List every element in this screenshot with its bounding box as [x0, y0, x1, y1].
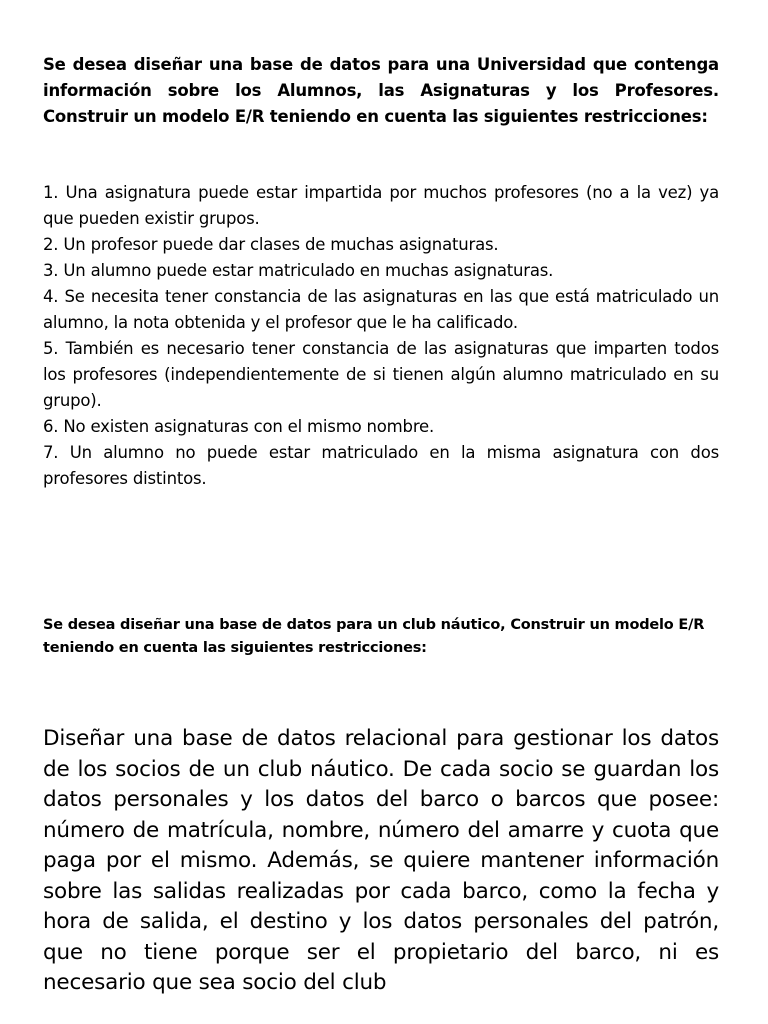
exercise-2-description: Diseñar una base de datos relacional para gestionar los datos de los socios de un club náutico. De cada socio se guardan los datos personales y los datos del barco o barcos que posee: número de matrícula, nombre, número del amarre y cuota que paga por el mismo. Además, se quiere mantener información sobre las salidas realizadas por cada barco, como la fecha y hora de salida, el destino y los datos personales del patrón, que no tiene porque ser el propietario del barco, ni es necesario que sea socio del club — [43, 726, 719, 995]
restriction-item-5: 5. También es necesario tener constancia de las asignaturas que imparten todos los profesores (independientemente de si tienen algún alumno matriculado en su grupo). — [43, 339, 719, 410]
restriction-item-3: 3. Un alumno puede estar matriculado en muchas asignaturas. — [43, 261, 554, 280]
exercise-2-statement: Se desea diseñar una base de datos para un club náutico, Construir un modelo E/R teniendo en cuenta las siguientes restricciones: — [43, 617, 705, 656]
restriction-item-2: 2. Un profesor puede dar clases de muchas asignaturas. — [43, 235, 499, 254]
exercise-1-statement: Se desea diseñar una base de datos para una Universidad que contenga información sobre los Alumnos, las Asignaturas y los Profesores. Construir un modelo E/R teniendo en cuenta las siguientes restricciones: — [43, 55, 719, 126]
restriction-item-1: 1. Una asignatura puede estar impartida por muchos profesores (no a la vez) ya que pueden existir grupos. — [43, 183, 719, 228]
restriction-item-6: 6. No existen asignaturas con el mismo nombre. — [43, 417, 435, 436]
restriction-item-4: 4. Se necesita tener constancia de las asignaturas en las que está matriculado un alumno, la nota obtenida y el profesor que le ha calificado. — [43, 287, 719, 332]
exercise-1-restrictions-list — [43, 180, 719, 492]
restriction-item-7: 7. Un alumno no puede estar matriculado en la misma asignatura con dos profesores distintos. — [43, 443, 719, 488]
